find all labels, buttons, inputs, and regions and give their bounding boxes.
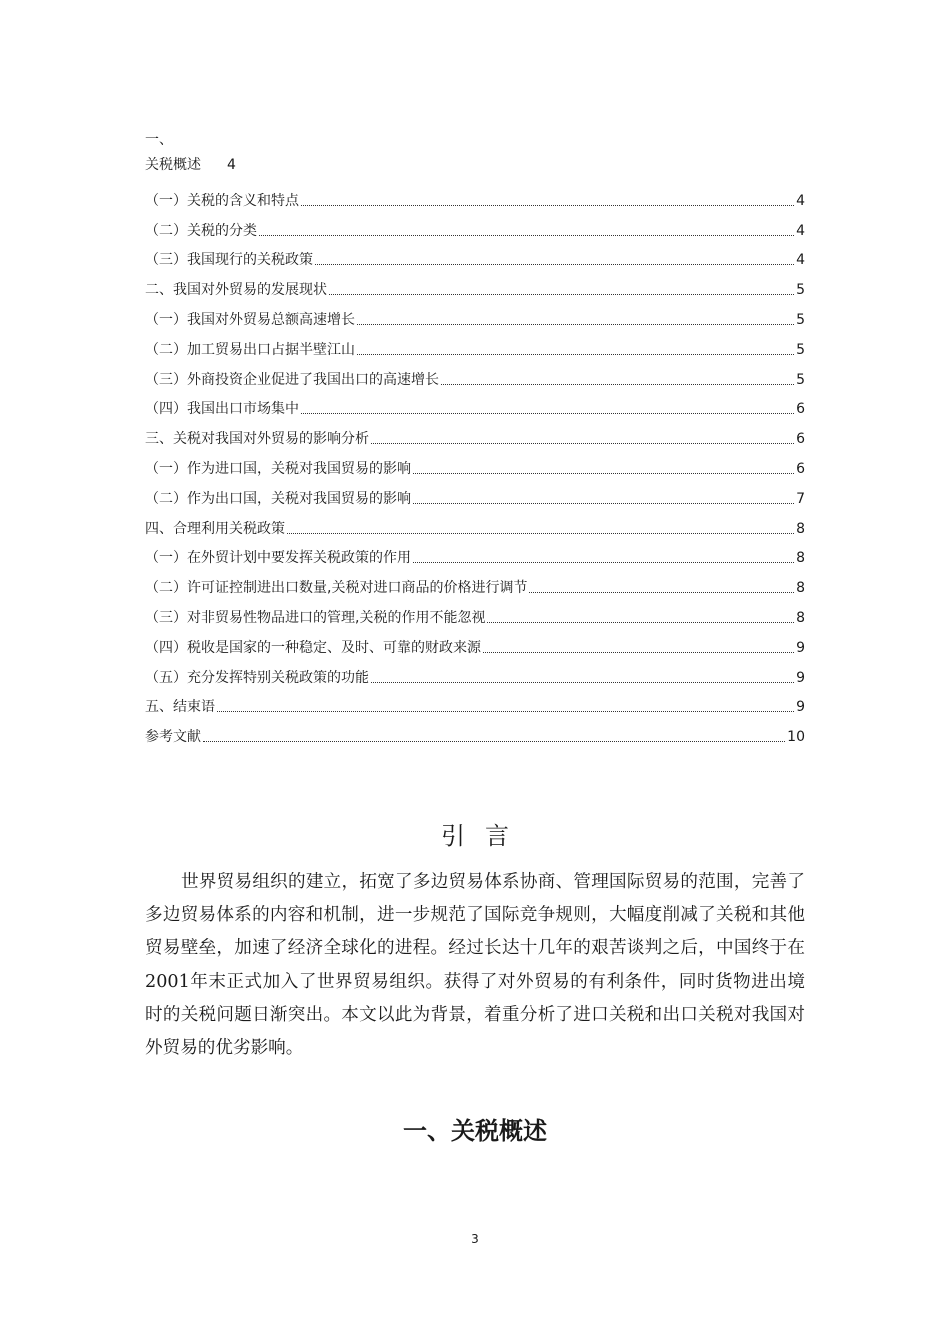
toc-first-page: 4 [227,157,236,173]
toc-entry[interactable] [145,418,805,448]
toc-entry[interactable] [145,389,805,419]
toc-entry[interactable] [145,359,805,389]
toc-entry-page: 9 [796,699,805,716]
intro-paragraph: 世界贸易组织的建立，拓宽了多边贸易体系协商、管理国际贸易的范围，完善了多边贸易体系的内容和机制，进一步规范了国际竞争规则，大幅度削减了关税和其他贸易壁垒，加速了经济全球化的进程。经过长达十几年的艰苦谈判之后，中国终于在2001年末正式加入了世界贸易组织。获得了对外贸易的有利条件，同时货物进出境时的关税问题日渐突出。本文以此为背景，着重分析了进口关税和出口关税对我国对外贸易的优劣影响。 [145,872,805,1059]
toc-entry-page: 4 [796,222,805,239]
toc-entry[interactable] [145,538,805,568]
toc-entry-page: 7 [796,490,805,507]
toc-entry-page: 10 [787,729,805,746]
toc-entry[interactable] [145,240,805,270]
toc-entry-label: （四）税收是国家的一种稳定、及时、可靠的财政来源 [145,639,481,656]
toc-entry-page: 5 [796,282,805,299]
toc-leader-dots [487,621,794,623]
toc-leader-dots [413,502,794,504]
toc-leader-dots [203,740,785,742]
toc-entry[interactable] [145,716,805,746]
toc-entry-page: 6 [796,460,805,477]
toc-entry-label: 二、我国对外贸易的发展现状 [145,282,327,299]
toc-leader-dots [483,651,794,653]
toc-entry[interactable] [145,508,805,538]
toc-first-title: 关税概述 [145,157,201,173]
toc-entry-page: 4 [796,192,805,209]
toc-entry[interactable] [145,567,805,597]
toc-entry[interactable] [145,627,805,657]
toc-entry-label: （一）作为进口国，关税对我国贸易的影响 [145,460,411,477]
toc-entry-page: 5 [796,341,805,358]
toc-leader-dots [529,591,794,593]
toc-entry[interactable] [145,478,805,508]
toc-first-prefix: 一、 [145,132,173,148]
toc-entry[interactable] [145,180,805,210]
toc-entry-label: （二）关税的分类 [145,222,257,239]
toc-leader-dots [413,561,794,563]
toc-entry-label: 四、合理利用关税政策 [145,520,285,537]
toc-entry-label: （五）充分发挥特别关税政策的功能 [145,669,369,686]
toc-leader-dots [315,263,794,265]
toc-entry[interactable] [145,269,805,299]
toc-entry[interactable] [145,687,805,717]
toc-entry-label: （一）在外贸计划中要发挥关税政策的作用 [145,550,411,567]
table-of-contents [145,180,805,746]
toc-entry[interactable] [145,210,805,240]
toc-entry-label: （一）关税的含义和特点 [145,192,299,209]
toc-leader-dots [441,383,794,385]
toc-entry[interactable] [145,299,805,329]
toc-entry-page: 9 [796,669,805,686]
toc-leader-dots [259,234,794,236]
toc-leader-dots [371,681,794,683]
toc-entry-page: 6 [796,401,805,418]
toc-entry[interactable] [145,657,805,687]
toc-entry-label: （三）外商投资企业促进了我国出口的高速增长 [145,371,439,388]
toc-leader-dots [301,204,794,206]
toc-entry-label: （三）对非贸易性物品进口的管理,关税的作用不能忽视 [145,609,486,626]
toc-leader-dots [357,353,794,355]
toc-entry-label: 参考文献 [145,729,201,746]
toc-entry-page: 4 [796,252,805,269]
toc-entry-page: 5 [796,371,805,388]
toc-entry-label: （一）我国对外贸易总额高速增长 [145,311,355,328]
intro-heading: 引言 [441,822,529,850]
toc-leader-dots [287,532,794,534]
toc-first-entry [145,131,236,174]
toc-entry-page: 8 [796,520,805,537]
toc-leader-dots [413,472,794,474]
toc-entry-label: 五、结束语 [145,699,215,716]
page-number: 3 [471,1232,479,1246]
toc-entry[interactable] [145,329,805,359]
toc-entry-page: 5 [796,311,805,328]
toc-leader-dots [301,412,794,414]
toc-entry-label: 三、关税对我国对外贸易的影响分析 [145,431,369,448]
toc-entry-label: （三）我国现行的关税政策 [145,252,313,269]
toc-entry-page: 6 [796,431,805,448]
toc-entry-page: 9 [796,639,805,656]
toc-entry[interactable] [145,597,805,627]
toc-entry-label: （二）作为出口国，关税对我国贸易的影响 [145,490,411,507]
toc-leader-dots [217,710,794,712]
toc-entry-label: （二）许可证控制进出口数量,关税对进口商品的价格进行调节 [145,580,528,597]
toc-entry-label: （二）加工贸易出口占据半壁江山 [145,341,355,358]
toc-entry-page: 8 [796,609,805,626]
toc-entry-page: 8 [796,550,805,567]
toc-entry-page: 8 [796,580,805,597]
toc-leader-dots [371,442,794,444]
section-heading: 一、关税概述 [403,1117,547,1145]
toc-entry-label: （四）我国出口市场集中 [145,401,299,418]
toc-entry[interactable] [145,448,805,478]
toc-leader-dots [357,323,794,325]
toc-leader-dots [329,293,794,295]
